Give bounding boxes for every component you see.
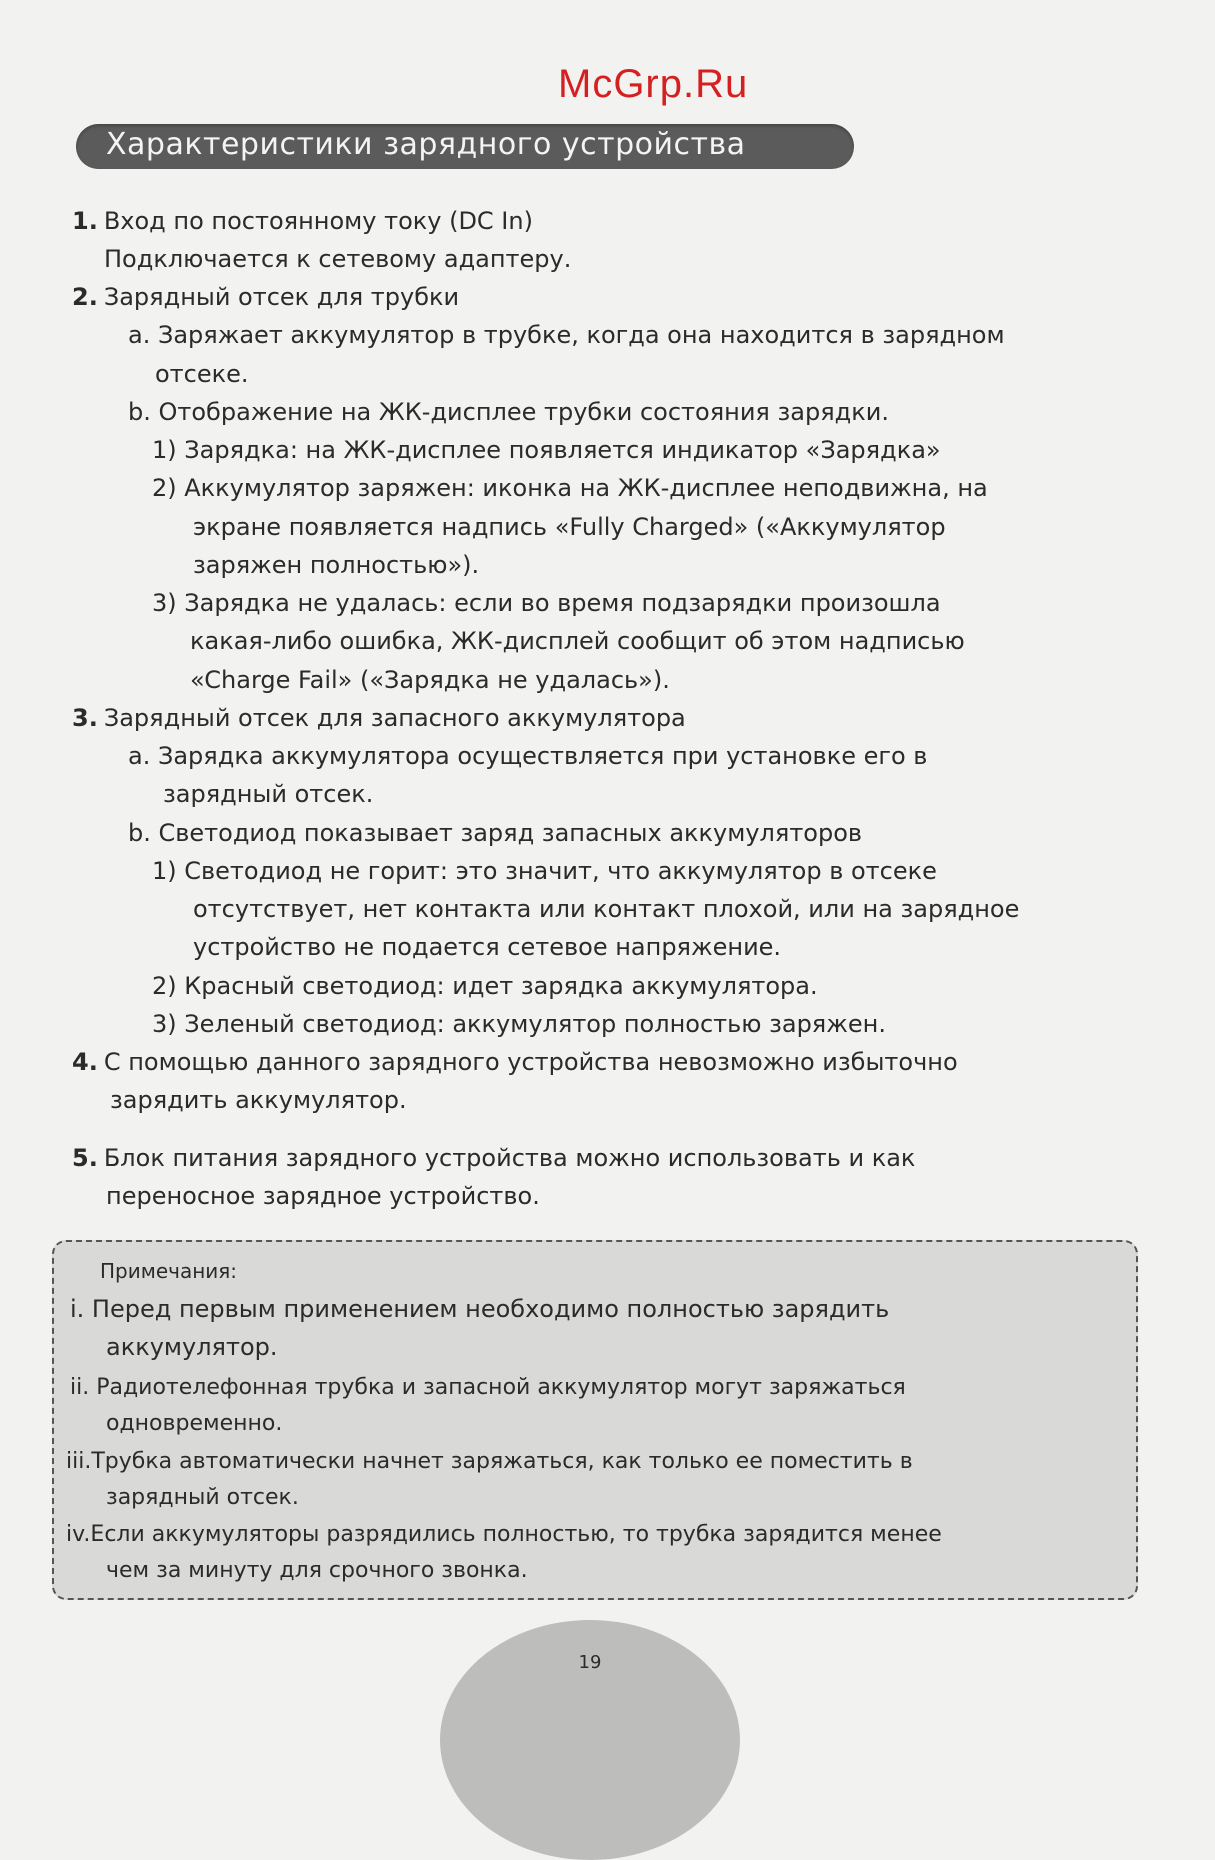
list-item-text: 1) Светодиод не горит: это значит, что аккумулятор в отсеке <box>152 857 937 885</box>
list-item-text: отсутствует, нет контакта или контакт плохой, или на зарядное <box>193 895 1020 923</box>
item-number: 2. <box>72 283 98 311</box>
item-text: Зарядный отсек для запасного аккумулятора <box>103 704 686 732</box>
list-item-1 <box>72 206 533 236</box>
list-item-text: 2) Красный светодиод: идет зарядка аккумулятора. <box>152 972 818 1000</box>
notes-heading: Примечания: <box>100 1259 238 1283</box>
list-item-text: b. Отображение на ЖК-дисплее трубки состояния зарядки. <box>128 398 889 426</box>
list-item-text: переносное зарядное устройство. <box>106 1182 540 1210</box>
list-item-2 <box>72 282 459 312</box>
list-item-text: a. Заряжает аккумулятор в трубке, когда она находится в зарядном <box>128 321 1005 349</box>
list-item-text: b. Светодиод показывает заряд запасных аккумуляторов <box>128 819 863 847</box>
item-number: 4. <box>72 1048 98 1076</box>
list-item-text: экране появляется надпись «Fully Charged» («Аккумулятор <box>193 513 946 541</box>
item-text: С помощью данного зарядного устройства невозможно избыточно <box>103 1048 958 1076</box>
list-item-text: устройство не подается сетевое напряжение. <box>193 933 782 961</box>
list-item-5 <box>72 1143 915 1173</box>
list-item-text: отсеке. <box>155 360 249 388</box>
list-item-text: 1) Зарядка: на ЖК-дисплее появляется индикатор «Зарядка» <box>152 436 941 464</box>
list-item-text: какая-либо ошибка, ЖК-дисплей сообщит об этом надписью <box>190 627 965 655</box>
note-line: чем за минуту для срочного звонка. <box>106 1558 528 1583</box>
list-item-text: зарядить аккумулятор. <box>110 1086 407 1114</box>
note-line: зарядный отсек. <box>106 1485 299 1510</box>
item-number: 5. <box>72 1144 98 1172</box>
item-text: Вход по постоянному току (DC In) <box>103 207 533 235</box>
note-line: ii. Радиотелефонная трубка и запасной аккумулятор могут заряжаться <box>70 1375 906 1400</box>
list-item-text: 2) Аккумулятор заряжен: иконка на ЖК-дисплее неподвижна, на <box>152 474 988 502</box>
list-item-text: заряжен полностью»). <box>193 551 480 579</box>
note-line: iii.Трубка автоматически начнет заряжаться, как только ее поместить в <box>66 1449 913 1474</box>
list-item-3 <box>72 703 686 733</box>
page-number: 19 <box>578 1652 602 1673</box>
section-title-banner <box>76 124 854 169</box>
item-number: 1. <box>72 207 98 235</box>
watermark-text: McGrp.Ru <box>558 62 749 106</box>
item-text: Блок питания зарядного устройства можно использовать и как <box>103 1144 916 1172</box>
note-line: аккумулятор. <box>106 1333 278 1361</box>
list-item-text: 3) Зарядка не удалась: если во время подзарядки произошла <box>152 589 941 617</box>
item-text: Зарядный отсек для трубки <box>103 283 460 311</box>
note-line: одновременно. <box>106 1411 283 1436</box>
list-item-text: Подключается к сетевому адаптеру. <box>104 245 572 273</box>
list-item-text: «Charge Fail» («Зарядка не удалась»). <box>190 666 670 694</box>
note-line: i. Перед первым применением необходимо полностью зарядить <box>70 1295 890 1323</box>
list-item-4 <box>72 1047 958 1077</box>
list-item-text: 3) Зеленый светодиод: аккумулятор полностью заряжен. <box>152 1010 886 1038</box>
note-line: iv.Если аккумуляторы разрядились полностью, то трубка зарядится менее <box>66 1522 942 1547</box>
section-title: Характеристики зарядного устройства <box>106 127 746 162</box>
list-item-text: a. Зарядка аккумулятора осуществляется при установке его в <box>128 742 928 770</box>
list-item-text: зарядный отсек. <box>163 780 374 808</box>
item-number: 3. <box>72 704 98 732</box>
